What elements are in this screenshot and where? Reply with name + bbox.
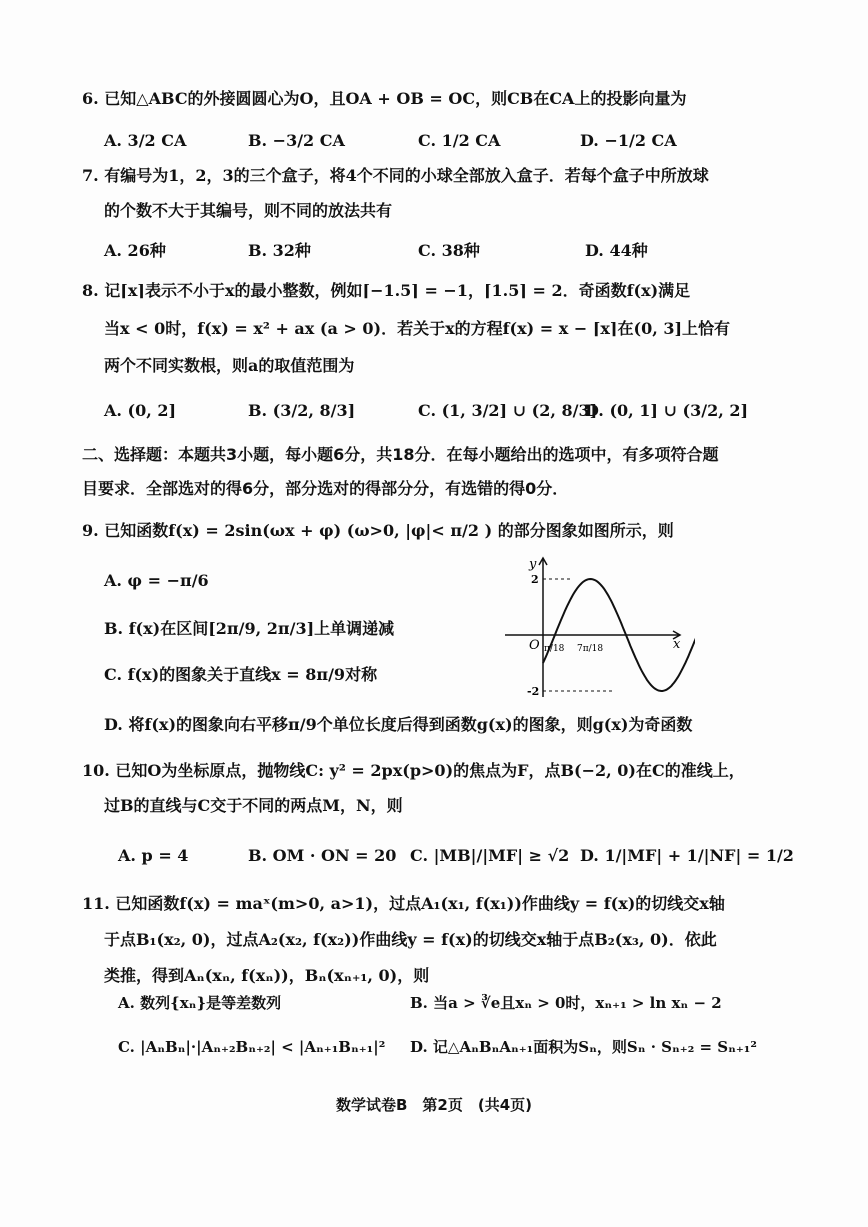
q6-stem: 6. 已知△ABC的外接圆圆心为O，且OA + OB = OC，则CB在CA上的投影向量为 <box>82 89 687 108</box>
q8-stem-line2: 当x < 0时，f(x) = x² + ax (a > 0)．若关于x的方程f(x) = x − ⌈x⌉在(0, 3]上恰有 <box>104 319 731 338</box>
graph-y-label: y <box>529 557 537 572</box>
q6-option-b: B. −3/2 CA <box>248 131 345 150</box>
q7-option-d: D. 44种 <box>585 241 648 260</box>
q11-stem-line3: 类推，得到Aₙ(xₙ, f(xₙ))，Bₙ(xₙ₊₁, 0)，则 <box>104 966 430 985</box>
graph-ymin-label: -2 <box>527 685 540 698</box>
q7-option-c: C. 38种 <box>418 241 480 260</box>
q8-stem-line3: 两个不同实数根，则a的取值范围为 <box>104 356 355 375</box>
q7-option-b: B. 32种 <box>248 241 311 260</box>
q7-stem-line2: 的个数不大于其编号，则不同的放法共有 <box>104 201 393 220</box>
q9-option-d: D. 将f(x)的图象向右平移π/9个单位长度后得到函数g(x)的图象，则g(x)为奇函数 <box>104 715 693 734</box>
graph-tick1-label: π/18 <box>544 644 565 654</box>
q9-stem: 9. 已知函数f(x) = 2sin(ωx + φ) (ω>0, |φ|< π/2 ) 的部分图象如图所示，则 <box>82 521 674 540</box>
q11-stem-line2: 于点B₁(x₂, 0)，过点A₂(x₂, f(x₂))作曲线y = f(x)的切线交x轴于点B₂(x₃, 0)．依此 <box>104 930 717 949</box>
q11-option-d: D. 记△AₙBₙAₙ₊₁面积为Sₙ，则Sₙ · Sₙ₊₂ = Sₙ₊₁² <box>410 1038 757 1056</box>
q6-option-c: C. 1/2 CA <box>418 131 501 150</box>
q8-option-a: A. (0, 2] <box>104 401 177 420</box>
q11-option-b: B. 当a > ∛e且xₙ > 0时，xₙ₊₁ > ln xₙ − 2 <box>410 994 722 1012</box>
q10-stem-line2: 过B的直线与C交于不同的两点M，N，则 <box>104 796 403 815</box>
q6-option-a: A. 3/2 CA <box>104 131 187 150</box>
section2-heading-line1: 二、选择题：本题共3小题，每小题6分，共18分．在每小题给出的选项中，有多项符合题 <box>82 445 719 464</box>
q7-option-a: A. 26种 <box>104 241 166 260</box>
q8-option-c: C. (1, 3/2] ∪ (2, 8/3] <box>418 401 598 420</box>
q10-option-b: B. OM · ON = 20 <box>248 846 397 865</box>
q9-option-b: B. f(x)在区间[2π/9, 2π/3]上单调递减 <box>104 619 395 638</box>
q11-option-c: C. |AₙBₙ|·|Aₙ₊₂Bₙ₊₂| < |Aₙ₊₁Bₙ₊₁|² <box>118 1038 386 1056</box>
q6-option-d: D. −1/2 CA <box>580 131 677 150</box>
q11-stem-line1: 11. 已知函数f(x) = maˣ(m>0, a>1)，过点A₁(x₁, f(x₁))作曲线y = f(x)的切线交x轴 <box>82 894 725 913</box>
graph-tick2-label: 7π/18 <box>577 644 604 654</box>
page-footer: 数学试卷B 第2页 (共4页) <box>335 1096 533 1114</box>
q10-option-a: A. p = 4 <box>118 846 189 865</box>
q9-option-c: C. f(x)的图象关于直线x = 8π/9对称 <box>104 665 378 684</box>
graph-origin-label: O <box>529 638 540 653</box>
q10-option-c: C. |MB|/|MF| ≥ √2 <box>410 846 570 865</box>
q7-stem-line1: 7. 有编号为1，2，3的三个盒子，将4个不同的小球全部放入盒子．若每个盒子中所放球 <box>82 166 709 185</box>
q11-option-a: A. 数列{xₙ}是等差数列 <box>118 994 282 1012</box>
section2-heading-line2: 目要求．全部选对的得6分，部分选对的得部分分，有选错的得0分． <box>82 479 569 498</box>
q8-stem-line1: 8. 记⌈x⌉表示不小于x的最小整数，例如⌈−1.5⌉ = −1，⌈1.5⌉ = 2．奇函数f(x)满足 <box>82 281 691 300</box>
q8-option-d: D. (0, 1] ∪ (3/2, 2] <box>585 401 749 420</box>
q8-option-b: B. (3/2, 8/3] <box>248 401 356 420</box>
q10-stem-line1: 10. 已知O为坐标原点，抛物线C: y² = 2px(p>0)的焦点为F，点B(−2, 0)在C的准线上， <box>82 761 745 780</box>
q9-sine-graph <box>495 552 695 702</box>
graph-x-label: x <box>673 637 681 652</box>
q10-option-d: D. 1/|MF| + 1/|NF| = 1/2 <box>580 846 794 865</box>
q9-option-a: A. φ = −π/6 <box>104 571 209 590</box>
graph-ymax-label: 2 <box>531 573 539 586</box>
